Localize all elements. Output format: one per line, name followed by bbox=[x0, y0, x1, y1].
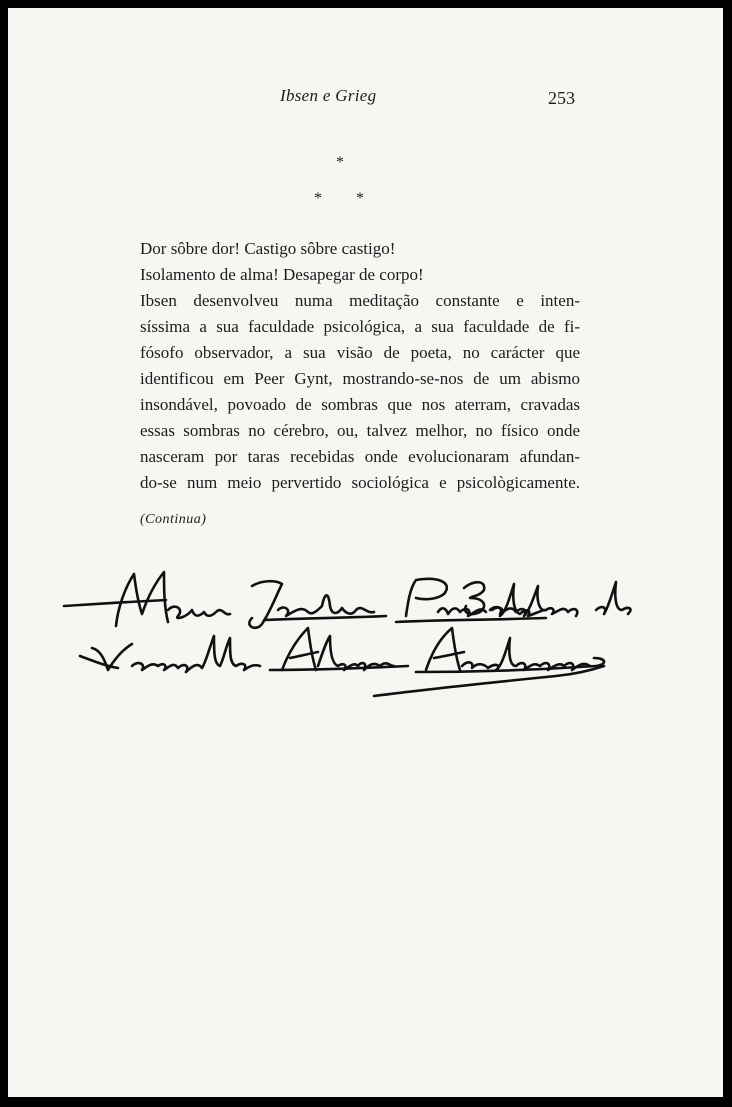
text-line: essas sombras no cérebro, ou, talvez melhor, no físico onde bbox=[140, 421, 580, 440]
page-number: 253 bbox=[548, 88, 575, 108]
document-page bbox=[8, 8, 723, 1097]
text-line: insondável, povoado de sombras que nos aterram, cravadas bbox=[140, 395, 580, 414]
asterisk-right: * bbox=[356, 190, 364, 207]
body-text bbox=[140, 236, 580, 496]
text-line: fósofo observador, a sua visão de poeta, no carácter que bbox=[140, 343, 580, 362]
text-line: Ibsen desenvolveu numa meditação constante e inten- bbox=[140, 291, 580, 310]
asterisk-left: * bbox=[314, 190, 322, 207]
asterisk-top: * bbox=[336, 154, 344, 171]
running-title: Ibsen e Grieg bbox=[280, 86, 377, 105]
text-line: identificou em Peer Gynt, mostrando-se-nos de um abismo bbox=[140, 369, 580, 388]
handwritten-signature bbox=[56, 566, 636, 706]
text-line: síssima a sua faculdade psicológica, a sua faculdade de fi- bbox=[140, 317, 580, 336]
continua-note: (Continua) bbox=[140, 512, 207, 527]
text-line: Dor sôbre dor! Castigo sôbre castigo! bbox=[140, 239, 396, 258]
text-line: do-se num meio pervertido sociológica e psicològicamente. bbox=[140, 473, 580, 492]
running-header bbox=[8, 86, 723, 110]
asterism-ornament bbox=[298, 154, 382, 210]
text-line: Isolamento de alma! Desapegar de corpo! bbox=[140, 265, 424, 284]
text-line: nasceram por taras recebidas onde evolucionaram afundan- bbox=[140, 447, 580, 466]
